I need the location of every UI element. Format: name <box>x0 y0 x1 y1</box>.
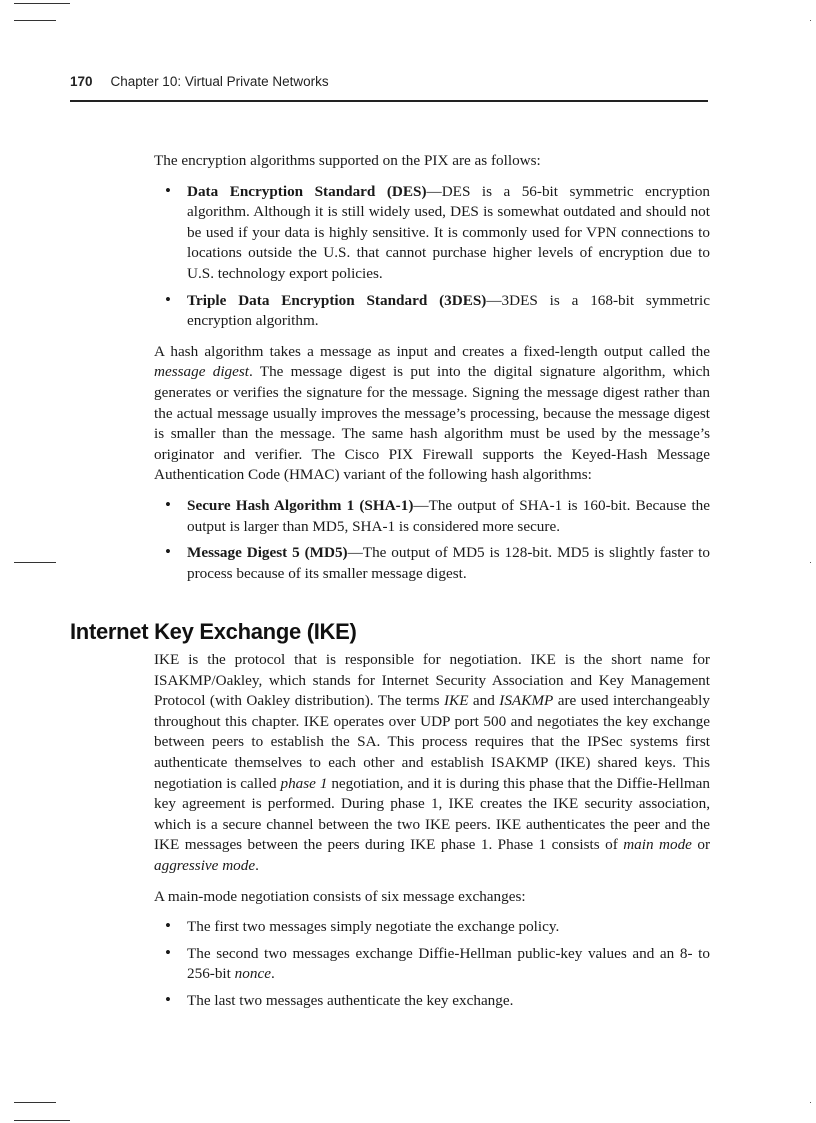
description: The first two messages simply negotiate the exchange policy. <box>187 918 560 936</box>
exchange-list <box>154 917 710 1011</box>
encryption-list <box>154 182 710 332</box>
list-item <box>154 944 710 985</box>
list-item <box>154 543 710 584</box>
term: main mode <box>623 836 692 854</box>
main-mode-intro: A main-mode negotiation consists of six message exchanges: <box>154 887 526 905</box>
description: —DES is a 56-bit symmetric encryption algorithm. Although it is still widely used, DES is somewhat outdated and should not be used if your data is highly sensitive. It is commonly used for VPN connections to locations outside the U.S. that cannot purchase higher levels of encryption due to U.S. technology export policies. <box>187 182 711 282</box>
text: IKE is the protocol that is responsible for negotiation. IKE is the short name for ISAKMP/Oakley, which stands for Internet Security Association and Key Management Protocol (with Oakley distribution). The terms <box>154 651 710 710</box>
list-item <box>154 182 710 285</box>
text: . <box>270 965 275 983</box>
crop-tick <box>810 20 811 21</box>
crop-mark <box>14 3 70 4</box>
section-heading: Internet Key Exchange (IKE) <box>70 619 357 644</box>
page-number: 170 <box>70 74 93 89</box>
running-head <box>70 74 708 89</box>
crop-mark <box>14 1102 56 1103</box>
term: ISAKMP <box>499 692 554 710</box>
list-item <box>154 291 710 332</box>
term: Message Digest 5 (MD5) <box>187 544 348 562</box>
hash-list <box>154 496 710 584</box>
term: message digest <box>154 363 250 381</box>
encryption-intro: The encryption algorithms supported on the PIX are as follows: <box>154 152 541 169</box>
text: and <box>468 692 500 710</box>
body-block-1 <box>154 151 710 594</box>
description: —The output of SHA-1 is 160-bit. Because the output is larger than MD5, SHA-1 is considered more secure. <box>187 496 710 535</box>
chapter-title: Chapter 10: Virtual Private Networks <box>110 74 329 89</box>
header-rule <box>70 100 708 102</box>
term: Triple Data Encryption Standard (3DES) <box>187 291 487 309</box>
term: Data Encryption Standard (DES) <box>187 182 427 200</box>
crop-tick <box>810 1102 811 1103</box>
crop-mark <box>14 20 56 21</box>
text: A hash algorithm takes a message as input and creates a fixed-length output called the <box>154 342 710 360</box>
body-block-2 <box>154 650 710 1022</box>
description: The last two messages authenticate the key exchange. <box>187 991 514 1009</box>
term: IKE <box>444 692 469 710</box>
description: The second two messages exchange Diffie-Hellman public-key values and an 8- to 256-bit <box>187 944 710 983</box>
description: —3DES is a 168-bit symmetric encryption algorithm. <box>187 291 711 330</box>
term: nonce <box>234 965 271 983</box>
crop-mark <box>14 1120 70 1121</box>
list-item <box>154 991 710 1012</box>
text: . The message digest is put into the digital signature algorithm, which generates or verifies the signature for the message. Signing the message digest rather than the actual message usually improves the message’s processing, because the message digest is smaller than the message. The same hash algorithm must be used by the message’s originator and verifier. The Cisco PIX Firewall supports the Keyed-Hash Message Authentication Code (HMAC) variant of the following hash algorithms: <box>154 363 710 484</box>
description: —The output of MD5 is 128-bit. MD5 is slightly faster to process because of its smaller message digest. <box>187 544 710 582</box>
text: negotiation, and it is during this phase that the Diffie-Hellman key agreement is performed. During phase 1, IKE creates the IKE security association, which is a secure channel between the two IKE peers. IKE authenticates the peer and the IKE messages between the peers during IKE phase 1. Phase 1 consists of <box>154 774 711 854</box>
hash-paragraph <box>154 342 710 486</box>
term: aggressive mode <box>154 856 256 874</box>
term: phase 1 <box>280 774 328 792</box>
crop-tick <box>810 562 811 563</box>
text: are used interchangeably throughout this chapter. IKE operates over UDP port 500 and negotiates the key exchange between peers to establish the SA. This process requires that the IPSec systems first authenticate themselves to each other and establish ISAKMP (IKE) shared keys. This negotiation is called <box>154 692 710 792</box>
text: or <box>691 836 711 854</box>
crop-mark <box>14 562 56 563</box>
text: . <box>255 856 259 874</box>
list-item <box>154 496 710 537</box>
term: Secure Hash Algorithm 1 (SHA-1) <box>187 496 414 514</box>
ike-paragraph <box>154 650 710 877</box>
list-item <box>154 917 710 938</box>
